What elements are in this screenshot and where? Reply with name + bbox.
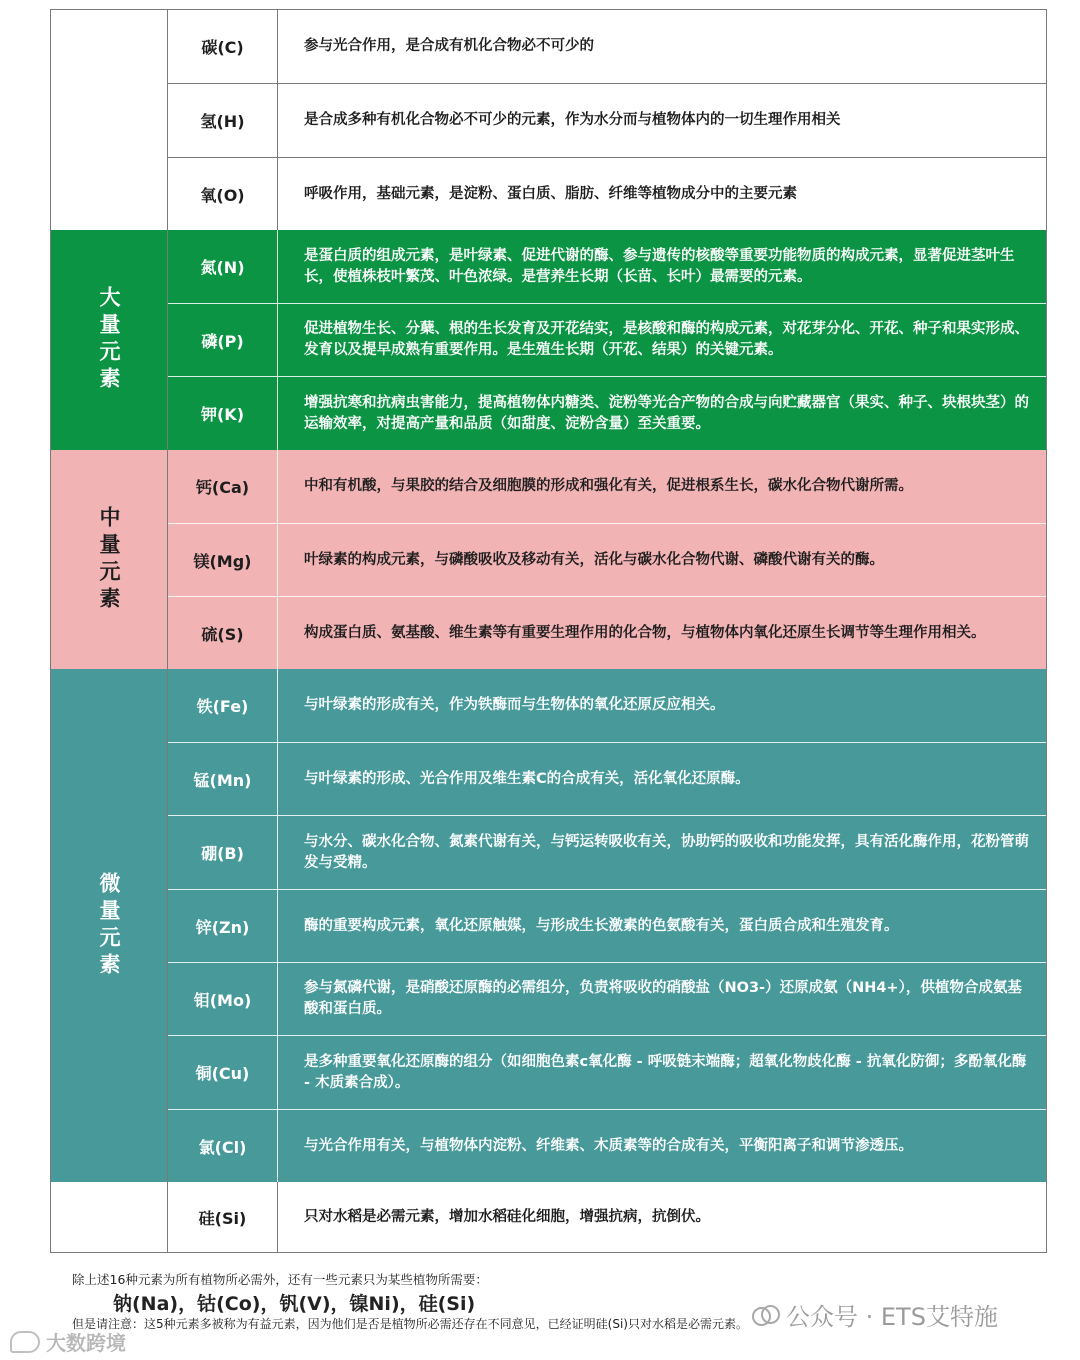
group-extra-cell bbox=[51, 1182, 168, 1252]
element-description: 参与光合作用，是合成有机化合物必不可少的 bbox=[304, 38, 594, 54]
element-description: 是多种重要氧化还原酶的组分（如细胞色素c氧化酶 - 呼吸链末端酶；超氧化物歧化酶 - 抗氧化防御；多酚氧化酶 - 木质素合成）。 bbox=[304, 1053, 1027, 1091]
element-description: 与叶绿素的形成有关，作为铁酶而与生物体的氧化还原反应相关。 bbox=[304, 697, 725, 713]
element-description: 促进植物生长、分蘖、根的生长发育及开花结实，是核酸和酶的构成元素，对花芽分化、开花、种子和果实形成、发育以及提早成熟有重要作用。是生殖生长期（开花、结果）的关键元素。 bbox=[304, 321, 1029, 358]
group-micro-label: 微量元素 bbox=[97, 871, 121, 980]
table-row bbox=[168, 1109, 1046, 1182]
platform-watermark bbox=[10, 1327, 126, 1356]
table-row bbox=[168, 596, 1046, 669]
table-row bbox=[168, 742, 1046, 815]
element-description: 叶绿素的构成元素，与磷酸吸收及移动有关，活化与碳水化合物代谢、磷酸代谢有关的酶。 bbox=[304, 551, 884, 568]
table-row bbox=[168, 450, 1046, 523]
group-macro-label: 大量元素 bbox=[97, 286, 121, 394]
table-row bbox=[168, 376, 1046, 450]
element-description: 呼吸作用，基础元素，是淀粉、蛋白质、脂肪、纤维等植物成分中的主要元素 bbox=[304, 185, 797, 202]
element-description: 是合成多种有机化合物必不可少的元素，作为水分而与植物体内的一切生理作用相关 bbox=[304, 112, 841, 128]
group-basic-cell bbox=[51, 10, 168, 230]
table-row bbox=[168, 889, 1046, 962]
element-description: 只对水稻是必需元素，增加水稻硅化细胞，增强抗病，抗倒伏。 bbox=[304, 1208, 710, 1225]
element-description: 与光合作用有关，与植物体内淀粉、纤维素、木质素等的合成有关，平衡阳离子和调节渗透压。 bbox=[304, 1137, 913, 1154]
group-mid-cell bbox=[51, 450, 168, 669]
element-name: 铜(Cu) bbox=[168, 1036, 278, 1109]
table-row bbox=[168, 303, 1046, 376]
group-macro bbox=[51, 230, 1046, 450]
group-macro-cell bbox=[51, 230, 168, 450]
table-row bbox=[168, 669, 1046, 742]
footer-elements: 钠(Na)，钴(Co)，钒(V)，镍Ni)，硅(Si) bbox=[113, 1293, 476, 1315]
wechat-logo-icon bbox=[752, 1304, 778, 1326]
element-description: 是蛋白质的组成元素，是叶绿素、促进代谢的酶、参与遗传的核酸等重要功能物质的构成元素，显著促进茎叶生长，使植株枝叶繁茂、叶色浓绿。是营养生长期（长苗、长叶）最需要的元素。 bbox=[304, 247, 1015, 285]
watermark-text: 公众号 · ETS艾特施 bbox=[786, 1303, 998, 1331]
group-mid-label: 中量元素 bbox=[97, 505, 121, 614]
element-name: 氮(N) bbox=[168, 230, 278, 303]
element-description: 酶的重要构成元素，氧化还原触媒，与形成生长激素的色氨酸有关，蛋白质合成和生殖发育。 bbox=[304, 917, 899, 934]
element-name: 钾(K) bbox=[168, 377, 278, 450]
element-name: 硅(Si) bbox=[168, 1182, 278, 1252]
element-description: 与水分、碳水化合物、氮素代谢有关，与钙运转吸收有关，协助钙的吸收和功能发挥，具有活化酶作用，花粉管萌发与受精。 bbox=[304, 833, 1029, 871]
table-row bbox=[168, 83, 1046, 157]
element-name: 氢(H) bbox=[168, 84, 278, 157]
speech-bubble-icon bbox=[10, 1331, 40, 1353]
footer-caveat: 但是请注意：这5种元素多被称为有益元素，因为他们是否是植物所必需还存在不同意见，已经证明硅(Si)只对水稻是必需元素。 bbox=[72, 1317, 748, 1331]
element-name: 铁(Fe) bbox=[168, 669, 278, 742]
group-micro-cell bbox=[51, 669, 168, 1182]
element-name: 镁(Mg) bbox=[168, 524, 278, 596]
nutrient-elements-table bbox=[50, 9, 1047, 1253]
group-extra bbox=[51, 1182, 1046, 1252]
element-name: 硫(S) bbox=[168, 597, 278, 669]
table-row bbox=[168, 10, 1046, 83]
element-name: 碳(C) bbox=[168, 10, 278, 83]
element-description: 中和有机酸，与果胶的结合及细胞膜的形成和强化有关，促进根系生长，碳水化合物代谢所需。 bbox=[304, 478, 913, 494]
table-row bbox=[168, 230, 1046, 303]
element-name: 磷(P) bbox=[168, 304, 278, 376]
element-description: 与叶绿素的形成、光合作用及维生素C的合成有关，活化氧化还原酶。 bbox=[304, 770, 750, 787]
table-row bbox=[168, 157, 1046, 230]
element-name: 硼(B) bbox=[168, 816, 278, 889]
element-name: 氯(Cl) bbox=[168, 1110, 278, 1182]
footer-note: 除上述16种元素为所有植物所必需外，还有一些元素只为某些植物所需要： bbox=[72, 1272, 488, 1287]
group-basic bbox=[51, 10, 1046, 230]
table-row bbox=[168, 962, 1046, 1035]
element-name: 锌(Zn) bbox=[168, 890, 278, 962]
table-row bbox=[168, 523, 1046, 596]
element-name: 锰(Mn) bbox=[168, 743, 278, 815]
element-description: 参与氮磷代谢，是硝酸还原酶的必需组分，负责将吸收的硝酸盐（NO3-）还原成氨（NH4+），供植物合成氨基酸和蛋白质。 bbox=[304, 980, 1022, 1017]
platform-watermark-text: 大数跨境 bbox=[46, 1331, 126, 1355]
group-mid bbox=[51, 450, 1046, 669]
group-micro bbox=[51, 669, 1046, 1182]
wechat-watermark bbox=[752, 1297, 998, 1332]
element-description: 增强抗寒和抗病虫害能力，提高植物体内糖类、淀粉等光合产物的合成与向贮藏器官（果实、种子、块根块茎）的运输效率，对提高产量和品质（如甜度、淀粉含量）至关重要。 bbox=[304, 394, 1029, 432]
table-row bbox=[168, 1182, 1046, 1252]
element-name: 钙(Ca) bbox=[168, 450, 278, 523]
element-description: 构成蛋白质、氨基酸、维生素等有重要生理作用的化合物，与植物体内氧化还原生长调节等生理作用相关。 bbox=[304, 624, 986, 641]
table-row bbox=[168, 1035, 1046, 1109]
table-row bbox=[168, 815, 1046, 889]
element-name: 钼(Mo) bbox=[168, 963, 278, 1035]
element-name: 氧(O) bbox=[168, 158, 278, 230]
